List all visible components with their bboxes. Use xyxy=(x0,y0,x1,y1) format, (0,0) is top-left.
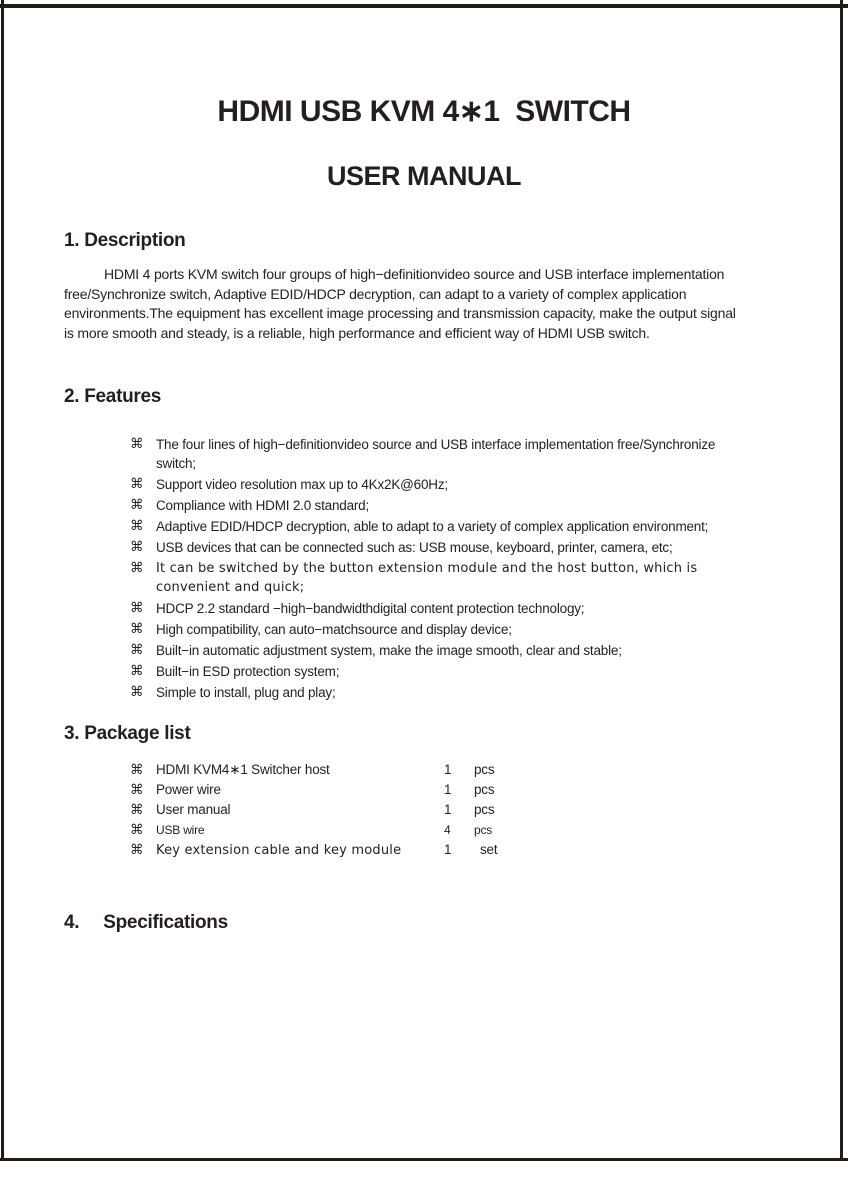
package-item-qty: 4 xyxy=(444,823,451,837)
package-item-name: User manual xyxy=(156,802,231,817)
feature-text: Adaptive EDID/HDCP decryption, able to adapt to a variety of complex application environment; xyxy=(156,519,709,534)
feature-text: HDCP 2.2 standard −high−bandwidthdigital content protection technology; xyxy=(156,601,585,616)
frame-bottom-rule xyxy=(0,1158,848,1161)
command-bullet-icon: ⌘ xyxy=(130,497,144,513)
package-item-unit: pcs xyxy=(474,802,495,817)
command-bullet-icon: ⌘ xyxy=(130,822,144,838)
feature-text: The four lines of high−definitionvideo source and USB interface implementation free/Synchronize switch; xyxy=(156,437,716,471)
package-item-qty: 1 xyxy=(444,802,452,817)
command-bullet-icon: ⌘ xyxy=(130,539,144,555)
package-item-name: HDMI KVM4∗1 Switcher host xyxy=(156,762,330,777)
package-item-qty: 1 xyxy=(444,762,452,777)
package-row xyxy=(130,800,848,820)
package-item-unit: pcs xyxy=(474,823,493,837)
feature-text: It can be switched by the button extension module and the host button, which is convenient and quick; xyxy=(156,561,698,595)
feature-item xyxy=(130,559,756,597)
feature-text: Support video resolution max up to 4Kx2K@60Hz; xyxy=(156,477,448,492)
package-row xyxy=(130,840,848,861)
command-bullet-icon: ⌘ xyxy=(130,762,144,778)
section-heading-description: 1. Description xyxy=(64,230,186,251)
package-item-qty: 1 xyxy=(444,782,452,797)
package-list xyxy=(130,760,848,861)
feature-item xyxy=(130,435,756,473)
package-item-unit: set xyxy=(480,842,498,857)
feature-item xyxy=(130,662,756,681)
command-bullet-icon: ⌘ xyxy=(130,782,144,798)
document-title: HDMI USB KVM 4∗1 SWITCH xyxy=(217,95,631,128)
section-heading-specifications xyxy=(64,911,848,935)
feature-text: Compliance with HDMI 2.0 standard; xyxy=(156,498,370,513)
feature-item xyxy=(130,599,756,618)
command-bullet-icon: ⌘ xyxy=(130,436,144,452)
command-bullet-icon: ⌘ xyxy=(130,663,144,679)
command-bullet-icon: ⌘ xyxy=(130,842,144,858)
specifications-label: Specifications xyxy=(103,912,228,933)
feature-text: USB devices that can be connected such as: USB mouse, keyboard, printer, camera, etc; xyxy=(156,540,673,555)
feature-text: Built−in ESD protection system; xyxy=(156,664,340,679)
command-bullet-icon: ⌘ xyxy=(130,518,144,534)
feature-text: Simple to install, plug and play; xyxy=(156,685,336,700)
package-row xyxy=(130,820,848,840)
command-bullet-icon: ⌘ xyxy=(130,621,144,637)
package-item-name: Key extension cable and key module xyxy=(156,843,402,858)
specifications-number: 4. xyxy=(64,912,80,933)
command-bullet-icon: ⌘ xyxy=(130,684,144,700)
feature-item xyxy=(130,475,756,494)
section-heading-package-list: 3. Package list xyxy=(64,723,191,744)
package-row xyxy=(130,780,848,800)
feature-item xyxy=(130,641,756,660)
section-heading-features: 2. Features xyxy=(64,386,162,407)
feature-item xyxy=(130,517,756,536)
feature-item xyxy=(130,620,756,639)
feature-text: Built−in automatic adjustment system, make the image smooth, clear and stable; xyxy=(156,643,622,658)
command-bullet-icon: ⌘ xyxy=(130,476,144,492)
package-item-name: USB wire xyxy=(156,823,205,837)
package-item-qty: 1 xyxy=(444,842,452,857)
package-item-unit: pcs xyxy=(474,762,495,777)
feature-item xyxy=(130,538,756,557)
package-item-name: Power wire xyxy=(156,782,221,797)
command-bullet-icon: ⌘ xyxy=(130,560,144,576)
feature-text: High compatibility, can auto−matchsource and display device; xyxy=(156,622,512,637)
package-row xyxy=(130,760,848,780)
command-bullet-icon: ⌘ xyxy=(130,802,144,818)
description-paragraph: HDMI 4 ports KVM switch four groups of high−definitionvideo source and USB interface implementation free/Synchronize switch, Adaptive EDID/HDCP decryption, can adapt to a variety of complex application environments.The equipment has excellent image processing and transmission capacity, make the output signal is more smooth and steady, is a reliable, high performance and efficient way of HDMI USB switch. xyxy=(64,266,736,341)
command-bullet-icon: ⌘ xyxy=(130,642,144,658)
feature-item xyxy=(130,683,756,702)
command-bullet-icon: ⌘ xyxy=(130,600,144,616)
features-list xyxy=(130,435,756,702)
feature-item xyxy=(130,496,756,515)
document-subtitle: USER MANUAL xyxy=(327,161,521,191)
package-item-unit: pcs xyxy=(474,782,495,797)
